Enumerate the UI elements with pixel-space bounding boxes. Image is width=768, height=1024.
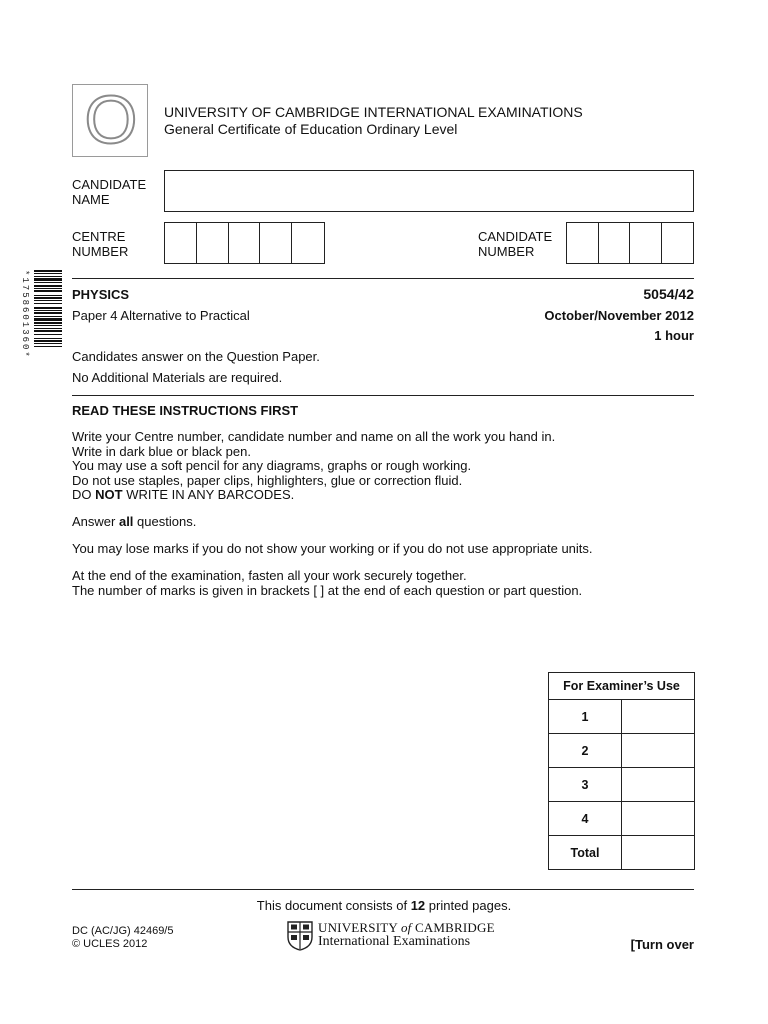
- paper-code: 5054/42: [643, 286, 694, 302]
- table-row: [549, 836, 695, 870]
- table-row: [549, 734, 695, 768]
- centre-number-cell[interactable]: [229, 223, 261, 263]
- page-count: This document consists of 12 printed pages.: [256, 898, 512, 913]
- barcode: [34, 270, 62, 410]
- table-row: [549, 802, 695, 836]
- mark-cell[interactable]: [622, 768, 695, 802]
- candidate-name-label: CANDIDATE NAME: [72, 177, 147, 207]
- candidate-number-label: CANDIDATE NUMBER: [478, 229, 553, 259]
- answer-note: Candidates answer on the Question Paper.: [72, 349, 320, 364]
- duration: 1 hour: [654, 328, 694, 343]
- question-number: 4: [549, 802, 622, 836]
- centre-number-cell[interactable]: [165, 223, 197, 263]
- candidate-name-field[interactable]: [164, 170, 694, 212]
- instruction-line: Write your Centre number, candidate number and name on all the work you hand in.: [72, 429, 556, 444]
- centre-number-field[interactable]: [164, 222, 325, 264]
- candidate-number-cell[interactable]: [630, 223, 662, 263]
- table-row: [549, 768, 695, 802]
- question-number: 3: [549, 768, 622, 802]
- instructions-heading: READ THESE INSTRUCTIONS FIRST: [72, 403, 299, 418]
- total-cell[interactable]: [622, 836, 695, 870]
- answer-all-line: Answer all questions.: [72, 514, 197, 529]
- logo-letter: O: [84, 82, 138, 158]
- table-row: [549, 700, 695, 734]
- centre-number-label: CENTRE NUMBER: [72, 229, 129, 259]
- total-label: Total: [549, 836, 622, 870]
- cambridge-wordmark: UNIVERSITY of CAMBRIDGE: [318, 920, 495, 935]
- examiner-use-heading: For Examiner’s Use: [549, 673, 695, 700]
- qualification: General Certificate of Education Ordinary Level: [164, 121, 458, 137]
- session: October/November 2012: [544, 308, 694, 323]
- materials-note: No Additional Materials are required.: [72, 370, 283, 385]
- marks-warning: You may lose marks if you do not show your working or if you do not use appropriate units.: [72, 541, 593, 556]
- cambridge-subtitle: International Examinations: [318, 934, 471, 949]
- end-instructions: At the end of the examination, fasten all your work securely together. The number of marks is given in brackets [ ] at the end of each question or part question.: [72, 568, 583, 598]
- instruction-line: Do not use staples, paper clips, highlighters, glue or correction fluid.: [72, 472, 463, 488]
- barcode-text: *1758601360*: [20, 270, 30, 359]
- subject: PHYSICS: [72, 287, 130, 302]
- board-name: UNIVERSITY OF CAMBRIDGE INTERNATIONAL EXAMINATIONS: [164, 104, 583, 120]
- examiner-use-table: [548, 672, 695, 870]
- mark-cell[interactable]: [622, 802, 695, 836]
- divider: [72, 395, 694, 396]
- turn-over: [Turn over: [630, 937, 694, 952]
- centre-number-cell[interactable]: [292, 223, 324, 263]
- question-number: 1: [549, 700, 622, 734]
- mark-cell[interactable]: [622, 734, 695, 768]
- footer-divider: [72, 889, 694, 890]
- centre-number-cell[interactable]: [260, 223, 292, 263]
- o-level-logo: [72, 84, 148, 157]
- centre-number-cell[interactable]: [197, 223, 229, 263]
- instruction-line: You may use a soft pencil for any diagrams, graphs or rough working.: [72, 458, 472, 473]
- mark-cell[interactable]: [622, 700, 695, 734]
- barcode-bar: [34, 347, 62, 348]
- candidate-number-cell[interactable]: [567, 223, 599, 263]
- paper-title: Paper 4 Alternative to Practical: [72, 308, 250, 323]
- candidate-number-cell[interactable]: [662, 223, 693, 263]
- question-number: 2: [549, 734, 622, 768]
- instruction-line: DO NOT WRITE IN ANY BARCODES.: [72, 487, 295, 502]
- instruction-line: Write in dark blue or black pen.: [72, 443, 251, 459]
- candidate-number-cell[interactable]: [599, 223, 631, 263]
- document-reference: DC (AC/JG) 42469/5 © UCLES 2012: [72, 925, 174, 950]
- cambridge-crest-icon: [287, 921, 313, 951]
- instructions-block: [72, 430, 555, 503]
- candidate-number-field[interactable]: [566, 222, 694, 264]
- divider: [72, 278, 694, 279]
